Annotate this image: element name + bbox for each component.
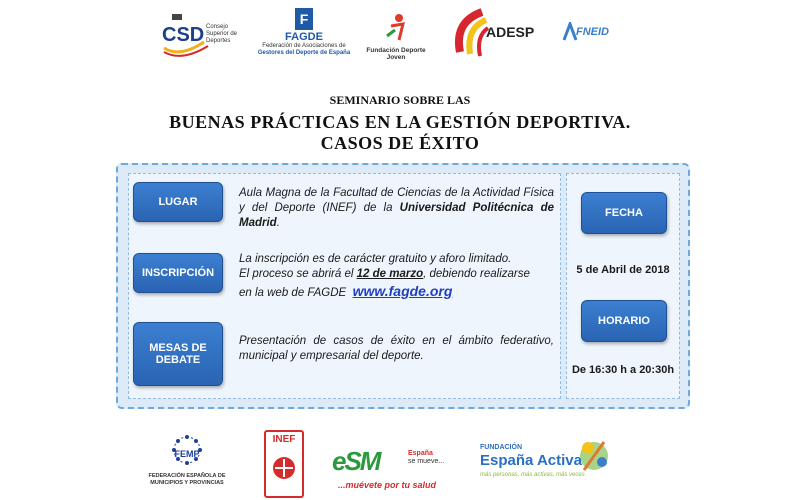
fneid-mark: FNEID — [576, 26, 609, 38]
csd-mark: CSD — [162, 24, 205, 46]
inef-frame — [264, 430, 304, 498]
fagde-line1: Federación de Asociaciones de — [262, 43, 346, 49]
inscripcion-line-2a: El proceso se abrirá el — [239, 268, 357, 280]
document-page — [88, 0, 712, 500]
esm-tagline: ...muévete por tu salud — [338, 480, 437, 490]
mesas-label-2: DEBATE — [155, 354, 201, 366]
title-line-1: SEMINARIO SOBRE LAS — [329, 93, 471, 107]
fagde-line2: Gestores del Deporte de España — [257, 50, 351, 56]
details-box — [128, 173, 561, 399]
csd-line2: Superior de — [206, 31, 238, 37]
mesas-label-1: MESAS DE — [149, 342, 207, 354]
inscripcion-line-2 — [239, 267, 554, 282]
espana-activa-tagline: más personas, más activas, más veces — [480, 472, 585, 478]
femp-line1: FEDERACIÓN ESPAÑOLA DE — [148, 473, 226, 479]
inef-mark: INEF — [272, 434, 296, 445]
inscripcion-line-1: La inscripción es de carácter gratuito y aforo limitado. — [239, 253, 512, 265]
fdj-emblem-icon — [381, 12, 411, 42]
adesp-mark: ADESP — [486, 24, 535, 40]
horario-value: De 16:30 h a 20:30h — [571, 364, 675, 376]
lugar-button[interactable] — [133, 182, 223, 222]
fecha-button[interactable] — [581, 192, 667, 234]
fagde-emblem-icon: F — [295, 8, 313, 30]
inscripcion-line-2c: , debiendo realizarse — [423, 268, 530, 280]
fecha-label: FECHA — [605, 207, 643, 219]
lugar-text-a: Aula Magna de la Facultad de Ciencias de la Actividad Física y del Deporte (INEF) de la — [239, 187, 554, 214]
femp-line2: MUNICIPIOS Y PROVINCIAS — [150, 480, 224, 486]
inef-logo — [264, 430, 304, 496]
lugar-text-c: . — [276, 217, 280, 229]
espana-activa-line1: FUNDACIÓN — [480, 444, 522, 451]
inef-emblem-icon — [266, 450, 302, 490]
esm-line2: se mueve... — [408, 458, 445, 465]
esm-line1: España — [408, 450, 433, 457]
inscripcion-line-3a: en la web de FAGDE — [239, 287, 347, 299]
inscripcion-date: 12 de marzo — [356, 268, 424, 280]
fdj-label: Fundación Deporte Joven — [366, 47, 426, 61]
title-line-2: BUENAS PRÁCTICAS EN LA GESTIÓN DEPORTIVA. — [169, 112, 631, 132]
fagde-web-link[interactable]: www.fagde.org — [352, 283, 453, 299]
fagde-logo — [254, 8, 354, 66]
info-panel — [116, 163, 690, 409]
esm-mark: eSM — [332, 446, 380, 476]
mesas-debate-button[interactable] — [133, 322, 223, 386]
schedule-box — [566, 173, 680, 399]
inscripcion-text — [239, 252, 554, 301]
title-line-3: CASOS DE ÉXITO — [320, 133, 480, 153]
espana-activa-logo — [480, 436, 610, 492]
fecha-value: 5 de Abril de 2018 — [576, 264, 670, 276]
mesas-debate-text: Presentación de casos de éxito en el ámbito federativo, municipal y empresarial del deporte. — [239, 335, 554, 362]
csd-logo — [160, 12, 238, 60]
inscripcion-button[interactable] — [133, 253, 223, 293]
lugar-text-university: Universidad Politécnica de Madrid — [239, 202, 554, 229]
bottom-logos — [88, 428, 712, 498]
adesp-logo — [452, 8, 538, 62]
femp-logo — [144, 432, 230, 496]
lugar-text — [239, 186, 554, 231]
csd-line1: Consejo — [206, 24, 229, 30]
espana-activa-line2: España Activa — [480, 452, 582, 469]
top-logos — [88, 6, 712, 66]
csd-line3: Deportes — [206, 38, 231, 44]
esm-logo — [332, 446, 452, 496]
fagde-mark: FAGDE — [285, 31, 323, 43]
fdj-logo — [358, 12, 434, 62]
inscripcion-line-3 — [239, 284, 554, 301]
fneid-logo — [562, 20, 612, 50]
lugar-label: LUGAR — [158, 196, 198, 208]
inscripcion-label: INSCRIPCIÓN — [141, 267, 215, 279]
horario-button[interactable] — [581, 300, 667, 342]
femp-mark: FEMP — [174, 449, 200, 459]
horario-label: HORARIO — [598, 315, 650, 327]
